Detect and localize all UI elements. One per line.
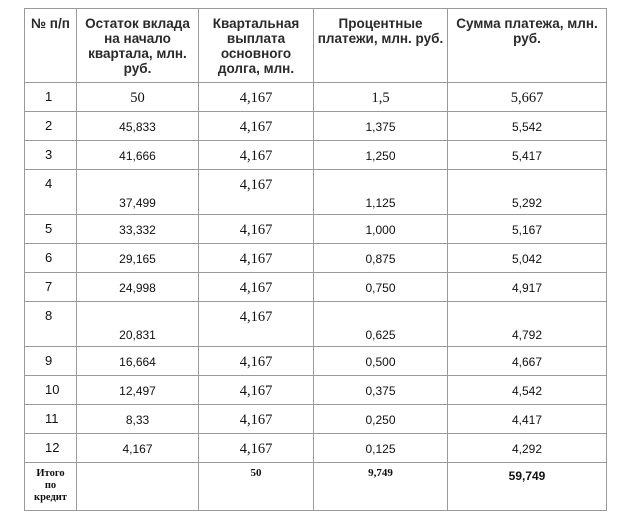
header-number: № п/п	[25, 9, 77, 83]
row-number: 3	[25, 141, 77, 170]
principal-cell: 4,167	[199, 273, 314, 302]
total-label	[25, 463, 77, 511]
interest-cell: 0,250	[314, 405, 448, 434]
interest-cell: 1,125	[314, 170, 448, 215]
payment-cell: 4,417	[448, 405, 607, 434]
payment-cell: 5,167	[448, 215, 607, 244]
balance-cell: 12,497	[77, 376, 199, 405]
payment-cell: 5,042	[448, 244, 607, 273]
loan-repayment-table	[24, 8, 607, 511]
row-number: 4	[25, 170, 77, 215]
principal-cell: 4,167	[199, 112, 314, 141]
balance-cell: 20,831	[77, 302, 199, 347]
balance-cell: 45,833	[77, 112, 199, 141]
principal-cell: 4,167	[199, 434, 314, 463]
table-row	[25, 141, 607, 170]
balance-cell: 8,33	[77, 405, 199, 434]
principal-cell: 4,167	[199, 376, 314, 405]
table-row	[25, 83, 607, 112]
row-number: 2	[25, 112, 77, 141]
balance-cell: 24,998	[77, 273, 199, 302]
table-row	[25, 170, 607, 215]
total-balance-cell	[77, 463, 199, 511]
interest-cell: 0,625	[314, 302, 448, 347]
header-principal: Квартальная выплата основного долга, млн.	[199, 9, 314, 83]
total-interest-cell: 9,749	[314, 463, 448, 511]
payment-cell: 5,292	[448, 170, 607, 215]
total-principal-cell: 50	[199, 463, 314, 511]
table-row	[25, 347, 607, 376]
balance-cell: 33,332	[77, 215, 199, 244]
payment-cell: 5,417	[448, 141, 607, 170]
row-number: 11	[25, 405, 77, 434]
total-payment-cell: 59,749	[448, 463, 607, 511]
interest-cell: 1,5	[314, 83, 448, 112]
row-number: 7	[25, 273, 77, 302]
balance-cell: 50	[77, 83, 199, 112]
total-row	[25, 463, 607, 511]
balance-cell: 29,165	[77, 244, 199, 273]
balance-cell: 41,666	[77, 141, 199, 170]
row-number: 10	[25, 376, 77, 405]
principal-cell: 4,167	[199, 347, 314, 376]
interest-cell: 1,250	[314, 141, 448, 170]
principal-cell: 4,167	[199, 302, 314, 347]
table-row	[25, 302, 607, 347]
interest-cell: 1,000	[314, 215, 448, 244]
principal-cell: 4,167	[199, 244, 314, 273]
table-row	[25, 434, 607, 463]
interest-cell: 0,750	[314, 273, 448, 302]
table-row	[25, 273, 607, 302]
total-label-line: кредит	[34, 492, 67, 503]
table-row	[25, 112, 607, 141]
interest-cell: 0,500	[314, 347, 448, 376]
header-row	[25, 9, 607, 83]
row-number: 1	[25, 83, 77, 112]
total-label-line: Итого	[36, 468, 65, 479]
balance-cell: 4,167	[77, 434, 199, 463]
payment-cell: 4,667	[448, 347, 607, 376]
principal-cell: 4,167	[199, 83, 314, 112]
header-balance: Остаток вклада на начало квартала, млн. руб.	[77, 9, 199, 83]
payment-cell: 4,792	[448, 302, 607, 347]
row-number: 5	[25, 215, 77, 244]
payment-cell: 4,917	[448, 273, 607, 302]
row-number: 12	[25, 434, 77, 463]
principal-cell: 4,167	[199, 141, 314, 170]
interest-cell: 0,375	[314, 376, 448, 405]
balance-cell: 37,499	[77, 170, 199, 215]
interest-cell: 1,375	[314, 112, 448, 141]
payment-cell: 4,542	[448, 376, 607, 405]
table-row	[25, 376, 607, 405]
interest-cell: 0,875	[314, 244, 448, 273]
payment-cell: 5,667	[448, 83, 607, 112]
interest-cell: 0,125	[314, 434, 448, 463]
header-interest: Процентные платежи, млн. руб.	[314, 9, 448, 83]
total-label-line: по	[44, 480, 57, 491]
principal-cell: 4,167	[199, 405, 314, 434]
row-number: 9	[25, 347, 77, 376]
balance-cell: 16,664	[77, 347, 199, 376]
table-row	[25, 244, 607, 273]
row-number: 6	[25, 244, 77, 273]
table-row	[25, 405, 607, 434]
payment-cell: 5,542	[448, 112, 607, 141]
principal-cell: 4,167	[199, 170, 314, 215]
principal-cell: 4,167	[199, 215, 314, 244]
row-number: 8	[25, 302, 77, 347]
table-row	[25, 215, 607, 244]
payment-cell: 4,292	[448, 434, 607, 463]
header-payment: Сумма платежа, млн. руб.	[448, 9, 607, 83]
